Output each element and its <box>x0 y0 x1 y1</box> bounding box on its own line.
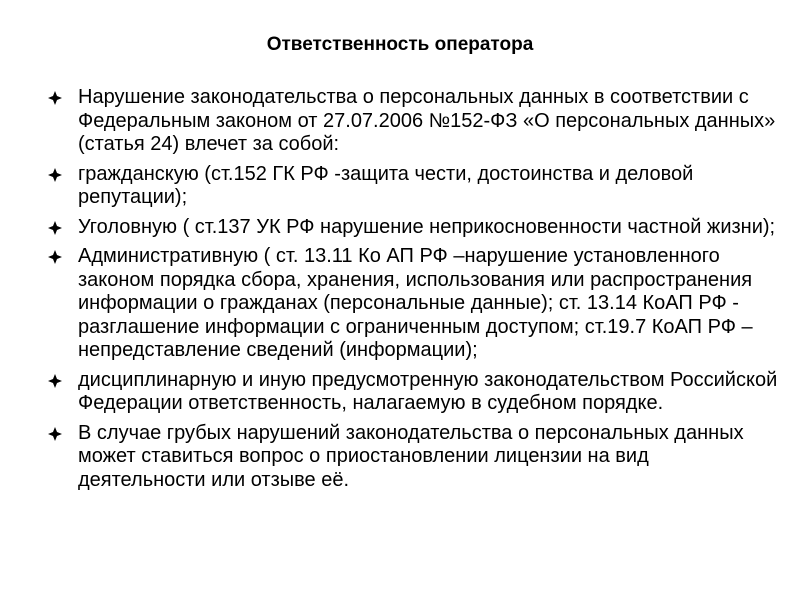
bullet-item <box>48 369 778 416</box>
bullet-item <box>48 245 778 363</box>
slide-title: Ответственность оператора <box>266 34 534 55</box>
bullet-text: Уголовную ( ст.137 УК РФ нарушение неприкосновенности частной жизни); <box>78 215 776 238</box>
diamond-bullet-icon <box>48 221 62 235</box>
bullet-item <box>48 163 778 210</box>
bullet-item <box>48 216 778 240</box>
diamond-bullet-icon <box>48 427 62 441</box>
bullet-item <box>48 422 778 493</box>
bullet-text: гражданскую (ст.152 ГК РФ -защита чести, достоинства и деловой репутации); <box>78 162 694 208</box>
diamond-bullet-icon <box>48 374 62 388</box>
bullet-list <box>48 86 778 498</box>
diamond-bullet-icon <box>48 168 62 182</box>
bullet-text: В случае грубых нарушений законодательства о персональных данных может ставиться вопрос о приостановлении лицензии на вид деятельности или отзыве её. <box>78 421 744 491</box>
bullet-text: Административную ( ст. 13.11 Ко АП РФ –нарушение установленного законом порядка сбора, хранения, использования или распространения информации о гражданах (персональные данные); ст. 13.14 КоАП РФ - разглашение информации с ограниченным доступом; ст.19.7 КоАП РФ – непредставление сведений (информации); <box>78 245 753 361</box>
bullet-item <box>48 86 778 157</box>
bullet-text: Нарушение законодательства о персональных данных в соответствии с Федеральным законом от 27.07.2006 №152-ФЗ «О персональных данных» (статья 24) влечет за собой: <box>78 86 776 155</box>
diamond-bullet-icon <box>48 91 62 105</box>
diamond-bullet-icon <box>48 250 62 264</box>
bullet-text: дисциплинарную и иную предусмотренную законодательством Российской Федерации ответственность, налагаемую в судебном порядке. <box>78 368 778 414</box>
